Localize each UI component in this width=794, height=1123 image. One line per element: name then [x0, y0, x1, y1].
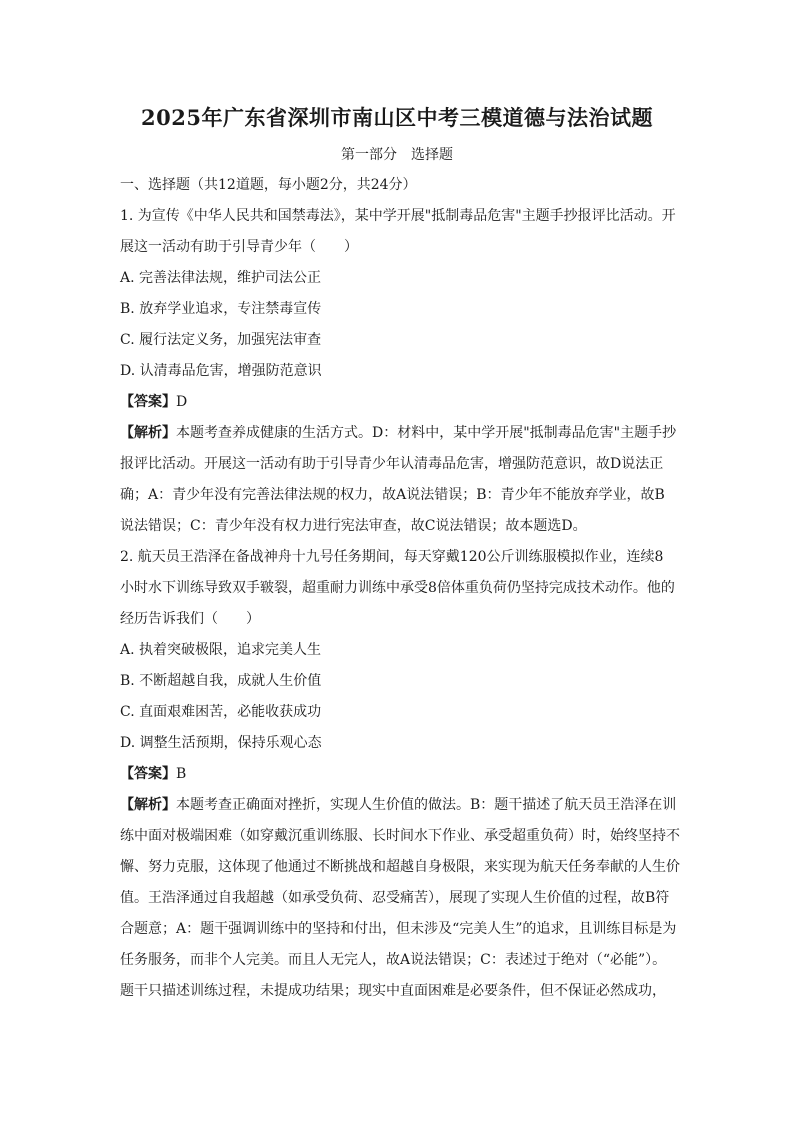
- answer-label: 【答案】: [120, 766, 176, 782]
- question-2-option-c: C. 直面艰难困苦，必能收获成功: [120, 704, 322, 720]
- question-1-answer: [120, 387, 680, 418]
- answer-value: B: [176, 766, 187, 782]
- question-2-stem-line-1: 2. 航天员王浩泽在备战神舟十九号任务期间，每天穿戴120公斤训练服模拟作业，连续8: [120, 549, 664, 565]
- question-2-analysis-line-1: [120, 790, 680, 821]
- question-2-stem-line-3: 经历告诉我们（ ）: [120, 611, 260, 627]
- question-1-analysis-line-1: [120, 418, 680, 449]
- analysis-label: 【解析】: [120, 425, 176, 441]
- document-title: 2025年广东省深圳市南山区中考三模道德与法治试题: [141, 105, 653, 130]
- question-2-analysis-line-4: 值。王浩泽通过自我超越（如承受负荷、忍受痛苦），展现了实现人生价值的过程，故B符: [120, 890, 670, 906]
- question-2-analysis-line-2: 练中面对极端困难（如穿戴沉重训练服、长时间水下作业、承受超重负荷）时，始终坚持不: [120, 828, 680, 844]
- section-heading: 一、选择题（共12道题，每小题2分，共24分）: [120, 177, 417, 193]
- question-2-analysis-line-3: 懈、努力克服，这体现了他通过不断挑战和超越自身极限，来实现为航天任务奉献的人生价: [120, 859, 680, 875]
- question-2-analysis-line-7: 题干只描述训练过程，未提成功结果；现实中直面困难是必要条件，但不保证必然成功，: [120, 983, 666, 999]
- question-1-option-d: D. 认清毒品危害，增强防范意识: [120, 363, 322, 379]
- question-1-option-a: A. 完善法律法规，维护司法公正: [120, 270, 322, 286]
- question-2-answer: [120, 759, 680, 790]
- question-1-option-b: B. 放弃学业追求，专注禁毒宣传: [120, 301, 322, 317]
- question-1-analysis-line-4: 说法错误；C：青少年没有权力进行宪法审查，故C说法错误；故本题选D。: [120, 518, 587, 534]
- question-1-option-c: C. 履行法定义务，加强宪法审查: [120, 332, 322, 348]
- question-1-stem-line-1: 1. 为宣传《中华人民共和国禁毒法》，某中学开展"抵制毒品危害"主题手抄报评比活动。开: [120, 208, 676, 224]
- analysis-text: 本题考查正确面对挫折，实现人生价值的做法。B：题干描述了航天员王浩泽在训: [176, 797, 677, 813]
- question-2-option-a: A. 执着突破极限，追求完美人生: [120, 642, 322, 658]
- question-2-analysis-line-6: 任务服务，而非个人完美。而且人无完人，故A说法错误；C：表述过于绝对（“必能”）。: [120, 952, 667, 968]
- question-2-option-d: D. 调整生活预期，保持乐观心态: [120, 735, 322, 751]
- analysis-text: 本题考查养成健康的生活方式。D：材料中，某中学开展"抵制毒品危害"主题手抄: [176, 425, 677, 441]
- question-2-option-b: B. 不断超越自我，成就人生价值: [120, 673, 322, 689]
- question-2-stem-line-2: 小时水下训练导致双手皲裂，超重耐力训练中承受8倍体重负荷仍坚持完成技术动作。他的: [120, 580, 675, 596]
- question-1-analysis-line-3: 确；A：青少年没有完善法律法规的权力，故A说法错误；B：青少年不能放弃学业，故B: [120, 487, 665, 503]
- part-title: 第一部分 选择题: [341, 147, 453, 163]
- answer-label: 【答案】: [120, 394, 176, 410]
- answer-value: D: [176, 394, 188, 410]
- question-2-analysis-line-5: 合题意；A：题干强调训练中的坚持和付出，但未涉及“完美人生”的追求，且训练目标是为: [120, 921, 677, 937]
- question-1-analysis-line-2: 报评比活动。开展这一活动有助于引导青少年认清毒品危害，增强防范意识，故D说法正: [120, 456, 664, 472]
- analysis-label: 【解析】: [120, 797, 176, 813]
- question-1-stem-line-2: 展这一活动有助于引导青少年（ ）: [120, 239, 358, 255]
- question-list: [120, 170, 680, 1007]
